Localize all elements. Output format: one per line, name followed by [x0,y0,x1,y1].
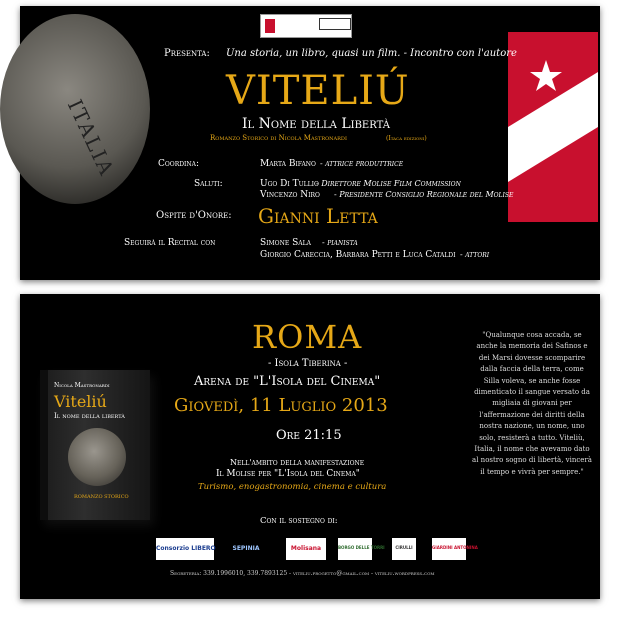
invitation-top-panel [20,6,600,280]
city: ROMA [252,318,363,356]
coordina-label: Coordina: [158,159,200,169]
presenta-text: Una storia, un libro, quasi un film. - Incontro con l'autore [226,48,517,59]
saluti-name-2: Vincenzo Niro [260,190,320,200]
recital-name-2: Giorgio Careccia, Barbara Petti e Luca Cataldi [260,250,456,260]
book-quote: "Qualunque cosa accada, se anche la memoria dei Safinos e dei Marsi dovesse scomparire dalla faccia della terra, come Silla voleva, se anche fosse dimenticato il sangue versato da migliaia di giovani per l'affermazione dei diritti della nostra nazione, un nome, uno solo, resisterà a tutto. Viteliù, Italia, il nome che avevamo dato al nostro sogno di libertà, vincerà il tempo e vivrà per sempre." [472,331,592,476]
recital-role-1: - pianista [322,238,358,247]
subtitle: Il Nome della Libertà [242,116,390,132]
saluti-label: Saluti: [194,179,223,189]
sponsor-logo: Molisana [286,538,326,560]
invitation-bottom-panel [20,294,600,599]
saluti-role-1: - Direttore Molise Film Commission [316,179,461,188]
book-cover-image [40,370,150,520]
coordina-role: - attrice produttrice [320,159,404,168]
book-author: Nicola Mastronardi [54,382,110,389]
sponsor-logo: GIARDINI ANTONINA [432,538,466,560]
book-subtitle: Il nome della libertà [54,412,125,420]
book-footer: ROMANZO STORICO [74,494,129,500]
book-coin-image [68,428,126,486]
coin-inscription: ITALIA [62,95,120,181]
location: - Isola Tiberina - [268,358,348,369]
recital-label: Seguirà il Recital con [124,238,216,248]
sostegno-label: Con il sostegno di: [260,516,338,526]
title: VITELIÚ [226,68,410,114]
publisher: (Itaca edizioni) [386,135,427,142]
sponsor-logo: SEPINIA [232,545,260,552]
ambito-line-3: Turismo, enogastronomia, cinema e cultura [198,482,387,492]
sponsor-logos [140,538,480,560]
sponsor-logo: BORGO DELLE TORRI [338,538,372,560]
ospite-label: Ospite d'Onore: [156,210,232,221]
sponsor-logo: Consorzio LIBERO [156,538,214,560]
saluti-name-1: Ugo Di Tullio [260,179,319,189]
saluti-role-2: - Presidente Consiglio Regionale del Molise [334,190,514,199]
ospite-name: Gianni Letta [258,204,378,228]
ambito-line-2: Il Molise per "L'Isola del Cinema" [216,469,360,479]
molise-coat-of-arms [508,32,598,222]
time: Ore 21:15 [276,428,342,443]
recital-role-2: - attori [460,250,490,259]
novel-line: Romanzo Storico di Nicola Mastronardi [210,134,347,142]
molise-film-commission-logo [260,14,352,38]
sponsor-logo: CIRULLI [392,538,416,560]
footer-contacts: Segreteria: 339.1996010, 339.7893125 - viteliu.progetto@gmail.com - viteliu.wordpress.com [170,570,435,577]
arena: Arena de "L'Isola del Cinema" [194,374,381,389]
coordina-name: Marta Bifano [260,159,316,169]
presenta-label: Presenta: [164,48,210,59]
ambito-line-1: Nell'ambito della manifestazione [230,458,365,467]
book-title: Viteliú [54,392,107,411]
date: Giovedì, 11 Luglio 2013 [174,395,388,416]
recital-name-1: Simone Sala [260,238,311,248]
